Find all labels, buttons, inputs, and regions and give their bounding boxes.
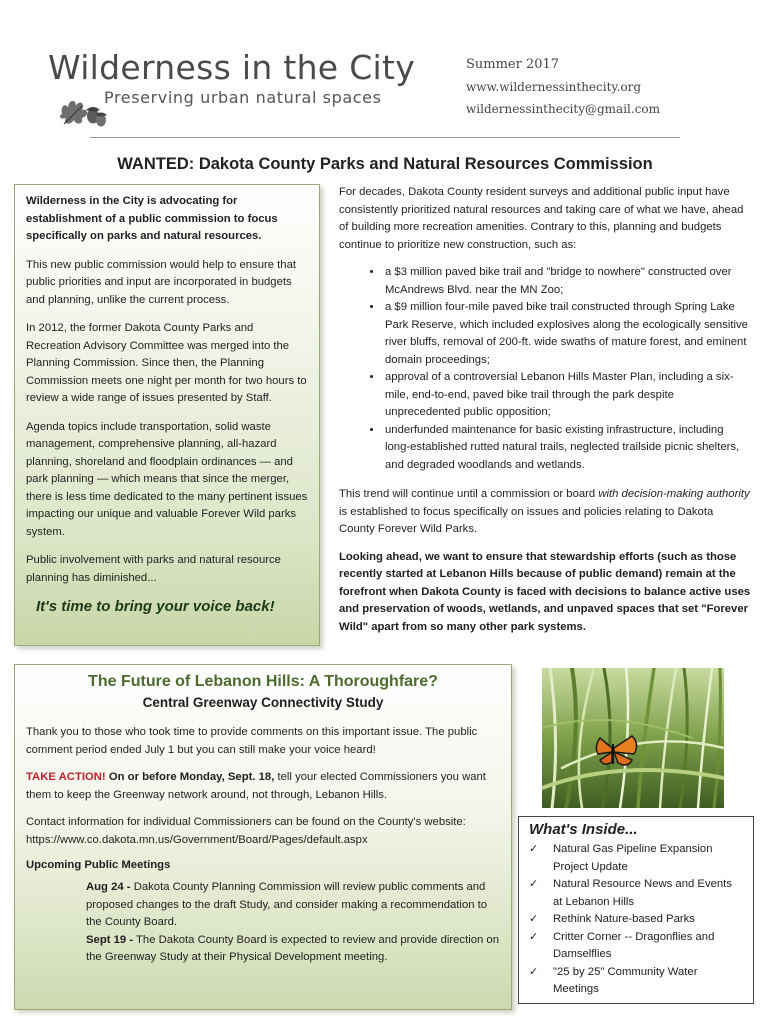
check-icon: ✓ [529, 843, 539, 855]
lebanon-hills-section [14, 664, 512, 1010]
list-item: • underfunded maintenance for basic existing infrastructure, including long-established rutted natural trails, neglected trailside picnic shelters, and degraded woodlands and wetlands. [383, 422, 751, 475]
meetings-heading: Upcoming Public Meetings [26, 859, 171, 871]
main-article [339, 184, 751, 646]
check-icon: ✓ [529, 930, 539, 943]
masthead [48, 48, 448, 128]
list-item[interactable]: ✓ Critter Corner -- Dragonflies and Damselflies [529, 929, 743, 964]
section-subtitle: Central Greenway Connectivity Study [142, 695, 384, 710]
advocacy-lead: Wilderness in the City is advocating for establishment of a public commission to focus specifically on parks and natural resources. [26, 195, 278, 242]
monarch-butterfly-photo [542, 668, 724, 808]
meeting-item: Sept 19 - The Dakota County Board is expected to review and provide direction on the Greenway Study at their Physical Development meeting. [86, 933, 499, 963]
trend-paragraph: This trend will continue until a commission or board with decision-making authority is established to focus specifically on issues and policies relating to Dakota County Forever Wild Parks. [339, 488, 750, 535]
check-icon: ✓ [529, 913, 539, 925]
contact-block [466, 54, 746, 120]
list-item: • a $3 million paved bike trail and "bridge to nowhere" constructed over McAndrews Blvd. near the MN Zoo; [383, 264, 751, 299]
advocacy-paragraph: Public involvement with parks and natural resource planning has diminished... [26, 554, 281, 584]
emphasis-text: with decision-making authority [598, 488, 750, 500]
website-link[interactable]: www.wildernessinthecity.org [466, 80, 642, 94]
advocacy-sidebar [14, 184, 320, 646]
whats-inside-title: What's Inside... [529, 821, 638, 838]
issue-season: Summer 2017 [466, 57, 560, 72]
contact-paragraph: Contact information for individual Commissioners can be found on the County's website: https://www.co.dakota.mn.us/Government/Board/Pages/default.aspx [26, 816, 466, 846]
meeting-date: Sept 19 - [86, 933, 134, 946]
list-item[interactable]: ✓ Rethink Nature-based Parks [529, 911, 743, 929]
call-to-action: It's time to bring your voice back! [36, 598, 275, 615]
take-action-paragraph: TAKE ACTION! On or before Monday, Sept. 18, tell your elected Commissioners you want them to keep the Greenway network around, not through, Lebanon Hills. [26, 771, 486, 801]
oak-leaf-acorn-icon [56, 84, 108, 128]
advocacy-paragraph: Agenda topics include transportation, solid waste management, comprehensive planning, all-hazard planning, shoreland and floodplain ordinances — and park planning — which means that since the merger, there is less time dedicated to the many pertinent issues impacting our unique and valuable Forever Wild parks system. [26, 420, 308, 538]
list-item[interactable]: ✓ "25 by 25" Community Water Meetings [529, 964, 743, 999]
check-icon: ✓ [529, 965, 539, 978]
main-headline: WANTED: Dakota County Parks and Natural Resources Commission [117, 155, 653, 173]
list-item: • a $9 million four-mile paved bike trail constructed through Spring Lake Park Reserve, which included explosives along the ecologically sensitive river bluffs, removal of 200-ft. wide swaths of mature forest, and eminent domain proceedings; [383, 299, 751, 369]
whats-inside-box [518, 816, 754, 1004]
meeting-item: Aug 24 - Dakota County Planning Commission will review public comments and proposed changes to the draft Study, and consider making a recommendation to the County Board. [86, 881, 488, 928]
list-item: • approval of a controversial Lebanon Hills Master Plan, including a six-mile, end-to-end, paved bike trail through the park despite unprecedented public opposition; [383, 369, 751, 422]
action-date: On or before Monday, Sept. 18, [105, 771, 275, 783]
newsletter-title: Wilderness in the City [48, 48, 416, 87]
article-intro: For decades, Dakota County resident surveys and additional public input have consistently prioritized natural resources and taking care of what we have, ahead of building more recreation amenities. Contrary to this, planning and budgets continue to prioritize new construction, such as: [339, 186, 744, 251]
section-title: The Future of Lebanon Hills: A Thoroughfare? [88, 673, 438, 690]
list-item[interactable]: ✓ Natural Resource News and Events at Lebanon Hills [529, 876, 743, 911]
looking-ahead-paragraph: Looking ahead, we want to ensure that stewardship efforts (such as those recently started at Lebanon Hills because of public demand) remain at the forefront when Dakota County is faced with decisions to balance active uses and preservation of woods, wetlands, and unpaved spaces that set "Forever Wild" apart from so many other park systems. [339, 550, 751, 633]
newsletter-tagline: Preserving urban natural spaces [104, 88, 382, 107]
advocacy-paragraph: In 2012, the former Dakota County Parks and Recreation Advisory Committee was merged into the Planning Commission. Since then, the Planning Commission meets one night per month for two hours to review a wide range of issues presented by Staff. [26, 322, 307, 404]
advocacy-paragraph: This new public commission would help to ensure that public priorities and input are incorporated in budgets and planning, unlike the current process. [26, 258, 297, 306]
construction-list [339, 264, 751, 474]
header-divider [90, 137, 680, 138]
meeting-date: Aug 24 - [86, 881, 131, 893]
contents-list [529, 841, 743, 999]
take-action-label: TAKE ACTION! [26, 771, 106, 783]
email-link[interactable]: wildernessinthecity@gmail.com [466, 102, 661, 116]
list-item[interactable]: ✓ Natural Gas Pipeline Expansion Project Update [529, 841, 743, 876]
check-icon: ✓ [529, 878, 539, 890]
thanks-paragraph: Thank you to those who took time to provide comments on this important issue. The public comment period ended July 1 but you can still make your voice heard! [26, 726, 478, 756]
